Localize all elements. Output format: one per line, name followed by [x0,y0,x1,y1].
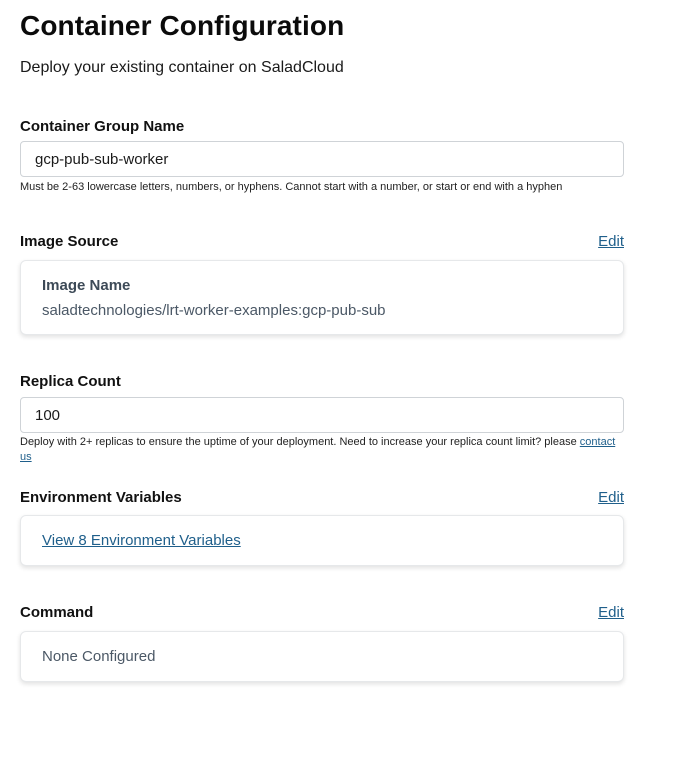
environment-variables-card [20,515,624,566]
image-name-value: saladtechnologies/lrt-worker-examples:gcp-pub-sub [42,302,386,319]
container-group-name-helper: Must be 2-63 lowercase letters, numbers, or hyphens. Cannot start with a number, or start or end with a hyphen [20,181,563,193]
image-source-edit-link[interactable]: Edit [598,233,624,250]
image-source-label: Image Source [20,233,119,250]
contact-us-link[interactable]: contact us [20,436,616,463]
view-environment-variables-link[interactable]: View 8 Environment Variables [42,532,241,549]
image-source-card [20,260,624,335]
command-edit-link[interactable]: Edit [598,604,624,621]
environment-variables-edit-link[interactable]: Edit [598,489,624,506]
command-value: None Configured [42,648,156,665]
replica-count-helper-text: Deploy with 2+ replicas to ensure the uptime of your deployment. Need to increase your replica count limit? please [20,436,580,448]
page-subtitle: Deploy your existing container on SaladCloud [20,59,344,76]
image-name-title: Image Name [42,277,131,294]
replica-count-label: Replica Count [20,373,121,390]
replica-count-helper [20,435,624,465]
replica-count-input[interactable] [20,397,624,433]
container-group-name-label: Container Group Name [20,118,185,135]
command-card [20,631,624,682]
environment-variables-label: Environment Variables [20,489,182,506]
container-group-name-input[interactable] [20,141,624,177]
page-title: Container Configuration [20,10,345,41]
command-label: Command [20,604,94,621]
